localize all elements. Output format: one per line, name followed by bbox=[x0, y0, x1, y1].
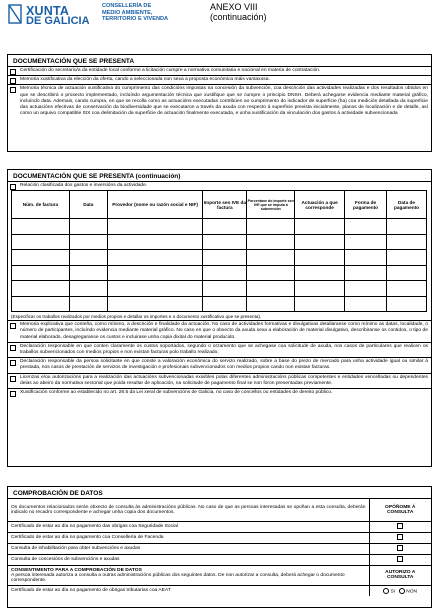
no-radio[interactable] bbox=[399, 588, 405, 594]
table-cell[interactable] bbox=[387, 296, 427, 312]
annex-title: ANEXO VIII (continuación) bbox=[210, 2, 267, 22]
table-cell[interactable] bbox=[247, 265, 295, 281]
table-cell[interactable] bbox=[107, 250, 203, 266]
table-cell[interactable] bbox=[69, 265, 107, 281]
doc-item-declaracion-valoracion: Declaración responsable da persoa solicitante en que conste a valoración económica do servizo realizado, sobre a base do prezo de mercado para unha actividade igual ou similar á prestada, nos casos de prestación de servizos de investigación e profesionais subvencionados con medios propios cando non existan facturas. bbox=[8, 358, 431, 373]
table-cell[interactable] bbox=[295, 250, 345, 266]
oppose-header: OPÓÑOME Á CONSULTA bbox=[369, 499, 431, 521]
logo-line1: XUNTA bbox=[26, 4, 70, 18]
documentation-continued-section bbox=[7, 169, 432, 467]
table-cell[interactable] bbox=[387, 219, 427, 235]
section-title: DOCUMENTACIÓN QUE SE PRESENTA (continuación) bbox=[8, 170, 431, 182]
table-cell[interactable] bbox=[247, 281, 295, 297]
table-row bbox=[12, 265, 427, 281]
table-cell[interactable] bbox=[345, 296, 387, 312]
doc-item-xustificacion: Xustificación conforme ao establecido no art. 28.5 da Lei xeral de subvencións de Galicia, no caso de concellos ou entidades de dereito público. bbox=[8, 389, 431, 397]
table-cell[interactable] bbox=[107, 296, 203, 312]
table-cell[interactable] bbox=[203, 250, 247, 266]
column-header: Data bbox=[69, 191, 107, 219]
table-row bbox=[8, 585, 431, 596]
department-name: CONSELLERÍA DE MEDIO AMBIENTE, TERRITORIO E VIVENDA bbox=[102, 3, 169, 23]
logo-line2: DE GALICIA bbox=[26, 15, 90, 27]
table-cell[interactable] bbox=[203, 219, 247, 235]
verification-row-label: Consulta de inhabilitación para obter subvencións e axudas bbox=[8, 543, 369, 554]
data-verification-section bbox=[7, 486, 432, 608]
table-row bbox=[8, 554, 431, 565]
verification-row-label: Consulta de concesións de subvencións e axudas bbox=[8, 554, 369, 565]
table-cell[interactable] bbox=[203, 234, 247, 250]
consent-text: A persoa interesada autoriza a consulta a outras administracións públicas dos seguintes datos. De non autorizar a consulta, deberá achegar o documento correspondente. bbox=[11, 572, 345, 583]
table-cell[interactable] bbox=[203, 281, 247, 297]
doc-item-licenzas: Licenzas e/ou autorizacións para a realización das actuacións subvencionadas exixibles polas diferentes administracións públicas competentes e entidades vencelladas ou dependentes delas ao abeiro da normativa sectorial que poida resultar de aplicación, na solicitude de pagamento final se non foron presentadas previamente. bbox=[8, 374, 431, 389]
table-row bbox=[8, 521, 431, 532]
checkbox[interactable] bbox=[10, 69, 16, 75]
checkbox[interactable] bbox=[10, 184, 16, 190]
section-title: DOCUMENTACIÓN QUE SE PRESENTA bbox=[8, 55, 431, 67]
table-cell[interactable] bbox=[69, 281, 107, 297]
table-cell[interactable] bbox=[387, 250, 427, 266]
table-cell[interactable] bbox=[387, 281, 427, 297]
xunta-logo bbox=[8, 3, 98, 27]
consent-title: CONSENTIMENTO PARA A COMPROBACIÓN DE DATOS bbox=[11, 567, 142, 573]
checkbox[interactable] bbox=[10, 360, 16, 366]
consent-row-label: Certificado de estar ao día no pagamento de obrigas tributarias coa AEAT bbox=[8, 585, 369, 596]
checkbox[interactable] bbox=[10, 345, 16, 351]
table-header-row bbox=[12, 191, 427, 219]
table-row bbox=[12, 281, 427, 297]
page-header bbox=[8, 2, 432, 32]
verification-row-label: Certificado de estar ao día no pagamento das obrigas coa Seguridade Social bbox=[8, 521, 369, 532]
table-row bbox=[12, 234, 427, 250]
table-cell[interactable] bbox=[69, 296, 107, 312]
table-cell[interactable] bbox=[345, 250, 387, 266]
xunta-emblem-icon bbox=[8, 4, 22, 24]
checkbox[interactable] bbox=[10, 323, 16, 329]
table-row bbox=[8, 499, 431, 521]
doc-item-memoria-tecnica: Memoria técnica de actuación xustificativa do cumprimento das condicións impostas na concesión da subvención, coa descrición das actividades realizadas e dos resultados obtidos en que se describirá o proxecto implementado, incluíndo argumentación técnica que xustifique que se cumpre o principio DNSH. Deberá achegarse evidencia mediante material gráfico, incluíndo data. Ademais, cando cumpra, en que se recolla como as actuacións executadas contribúen ao cumprimento do indicador de superficie (ha) coa medición detallada da superficie das actuacións efectivas de conservación da biodiversidade que se executaron a través da axuda con respecto á superficie prevista inicialmente, planos de localización e de detalle, así como un arquivo compatible SIX coa delimitación da superficie de actuación finalmente executada, e unha xustificación da vinculación dos gastos á actividade subvencionada bbox=[8, 85, 431, 118]
column-header: Forma de pagamento bbox=[345, 191, 387, 219]
column-header: Importe sen IVE da factura bbox=[203, 191, 247, 219]
checkbox[interactable] bbox=[10, 391, 16, 397]
no-label: NON bbox=[406, 588, 418, 594]
table-cell[interactable] bbox=[12, 234, 70, 250]
oppose-checkbox[interactable] bbox=[397, 534, 403, 540]
table-cell[interactable] bbox=[69, 250, 107, 266]
oppose-checkbox[interactable] bbox=[397, 545, 403, 551]
gastos-table-wrap bbox=[8, 190, 431, 312]
checkbox[interactable] bbox=[10, 376, 16, 382]
table-cell[interactable] bbox=[295, 219, 345, 235]
table-cell[interactable] bbox=[12, 281, 70, 297]
yes-radio[interactable] bbox=[383, 588, 389, 594]
checkbox[interactable] bbox=[10, 87, 16, 93]
checkbox[interactable] bbox=[10, 78, 16, 84]
table-cell[interactable] bbox=[107, 281, 203, 297]
oppose-checkbox[interactable] bbox=[397, 523, 403, 529]
table-cell[interactable] bbox=[295, 296, 345, 312]
table-row bbox=[12, 296, 427, 312]
yes-label: SI bbox=[390, 588, 396, 594]
column-header: Núm. de factura bbox=[12, 191, 70, 219]
verification-intro: Os documentos relacionados serán obxecto de consulta ás administracións públicas. No caso de que as persoas interesadas se opoñan a esta consulta, deberán indicalo no recadro correspondente e achegar unha copia dos documentos. bbox=[8, 499, 369, 521]
table-row bbox=[8, 543, 431, 554]
table-row bbox=[8, 532, 431, 543]
documentation-section bbox=[7, 54, 432, 152]
gastos-table bbox=[11, 190, 427, 312]
section-title: COMPROBACIÓN DE DATOS bbox=[8, 487, 431, 499]
table-cell[interactable] bbox=[247, 234, 295, 250]
doc-item-memoria-oferta: Memoria xustificativa da elección da oferta, cando a seleccionada non sexa a proposta económica máis vantaxosa. bbox=[8, 76, 431, 85]
table-cell[interactable] bbox=[203, 296, 247, 312]
table-cell[interactable] bbox=[295, 234, 345, 250]
table-cell[interactable] bbox=[12, 296, 70, 312]
table-cell[interactable] bbox=[12, 219, 70, 235]
table-cell[interactable] bbox=[12, 265, 70, 281]
table-cell[interactable] bbox=[345, 281, 387, 297]
column-header: Data de pagamento bbox=[387, 191, 427, 219]
verification-table bbox=[8, 499, 431, 596]
table-cell[interactable] bbox=[107, 234, 203, 250]
oppose-checkbox[interactable] bbox=[397, 556, 403, 562]
column-header: Porcentaxe do importe sen IVE que se imputa á subvención bbox=[247, 191, 295, 219]
doc-item-declaracion-custos: Declaración responsable en que conten claramente os custos soportados, segundo o orzamento que se achegase coa solicitude de axuda, nos casos de particulares que realicen os traballos subvencionados con medios propios e non existan facturas polo traballo realizado. bbox=[8, 343, 431, 358]
table-cell[interactable] bbox=[203, 265, 247, 281]
table-cell[interactable] bbox=[247, 219, 295, 235]
table-cell[interactable] bbox=[345, 234, 387, 250]
table-cell[interactable] bbox=[387, 234, 427, 250]
doc-item-memoria-explicativa: Memoria explicativa que conteña, como mínimo, a descrición e finalidade da actuación. No caso de actividades formativas e divulgativas detallaranse como mínimo as datas, localidade, o número de participantes, incluíndo evidencia mediante material gráfico. No caso en que o obxecto da axuda sexa a elaboración de material divulgativo, describiranse os contidos, o tipo de material elaborado, desagregaranse os custos e incluirase unha copia dixital do material producido. bbox=[8, 321, 431, 343]
table-cell[interactable] bbox=[107, 219, 203, 235]
table-row bbox=[12, 219, 427, 235]
table-cell[interactable] bbox=[295, 265, 345, 281]
table-cell[interactable] bbox=[247, 250, 295, 266]
table-row bbox=[8, 565, 431, 585]
table-note: (Especificar os traballos realizados por medios propios e detallar os importes e o documento xustificativo que se presenta). bbox=[8, 312, 431, 321]
column-header: Provedor (nome ou razón social e NIF) bbox=[107, 191, 203, 219]
table-cell[interactable] bbox=[247, 296, 295, 312]
table-cell[interactable] bbox=[12, 250, 70, 266]
table-cell[interactable] bbox=[345, 265, 387, 281]
table-cell[interactable] bbox=[387, 265, 427, 281]
table-row bbox=[12, 250, 427, 266]
doc-item-relacion-gastos: Relación clasificada dos gastos e inversións da actividade. bbox=[8, 182, 431, 190]
authorize-header: AUTORIZO A CONSULTA bbox=[369, 565, 431, 585]
table-cell[interactable] bbox=[295, 281, 345, 297]
table-cell[interactable] bbox=[69, 234, 107, 250]
verification-row-label: Certificado de estar ao día no pagamento coa Consellería de Facenda bbox=[8, 532, 369, 543]
table-cell[interactable] bbox=[107, 265, 203, 281]
table-cell[interactable] bbox=[69, 219, 107, 235]
column-header: Actuación a que corresponde bbox=[295, 191, 345, 219]
doc-item-certificacion: Certificación do secretario/a da entidade local conforme a licitación cumpre a normativa comunitaria e nacional en materia de contratación. bbox=[8, 67, 431, 76]
table-cell[interactable] bbox=[345, 219, 387, 235]
